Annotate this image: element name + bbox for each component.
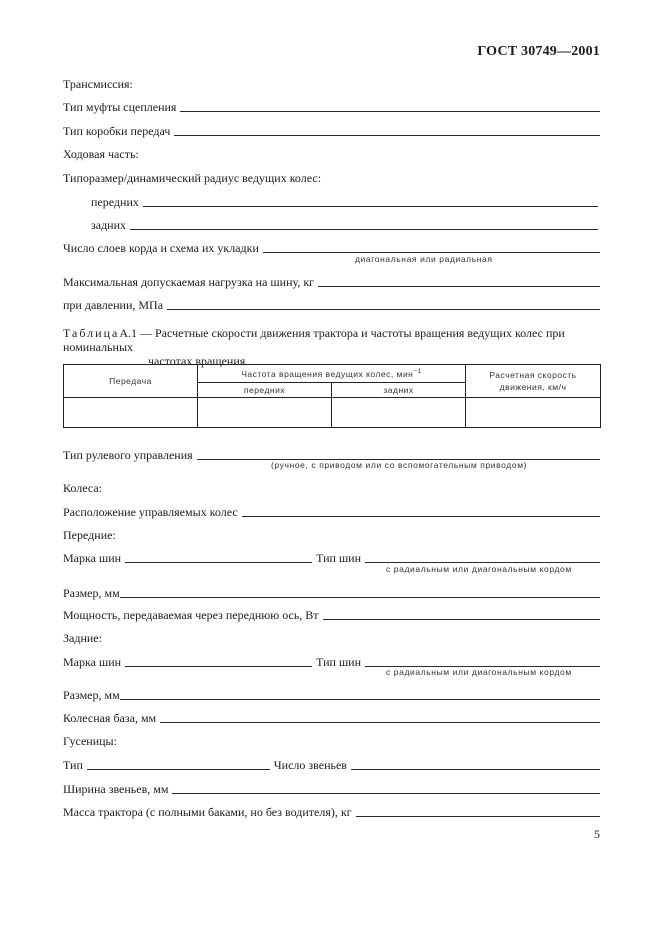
table-caption [63, 326, 608, 368]
table-caption-number: А.1 [119, 326, 137, 340]
transmission-heading: Трансмиссия: [63, 77, 133, 91]
table-caption-text: — Расчетные скорости движения трактора и частоты вращения ведущих колес при номинальных [63, 326, 565, 354]
rear-tire-type-field[interactable] [365, 654, 600, 667]
table-caption-continuation: частотах вращения [148, 354, 246, 368]
front-size-label: Размер, мм [63, 586, 120, 600]
front-tire-row [63, 549, 600, 565]
tracks-heading: Гусеницы: [63, 734, 117, 748]
rear-size-row [63, 686, 600, 702]
pressure-label: при давлении, МПа [63, 298, 164, 312]
steered-wheels-label: Расположение управляемых колес [63, 505, 238, 519]
cord-layers-field[interactable] [263, 240, 600, 253]
track-type-label: Тип [63, 758, 83, 772]
max-load-field[interactable] [318, 274, 600, 287]
track-type-field[interactable] [87, 757, 270, 770]
running-gear-heading: Ходовая часть: [63, 147, 139, 161]
track-type-row [63, 756, 600, 772]
tractor-mass-row [63, 803, 600, 819]
front-column-header: передних [198, 383, 332, 398]
link-width-field[interactable] [172, 781, 600, 794]
rear-tire-brand-field[interactable] [125, 654, 312, 667]
document-header: ГОСТ 30749—2001 [477, 44, 600, 59]
wheelbase-row [63, 709, 600, 725]
front-tire-type-field[interactable] [365, 550, 600, 563]
wheelbase-label: Колесная база, мм [63, 711, 157, 725]
steering-type-label: Тип рулевого управления [63, 448, 193, 462]
front-axle-power-row [63, 606, 600, 622]
links-count-field[interactable] [351, 757, 600, 770]
gear-column-header: Передача [64, 365, 198, 398]
max-load-label: Максимальная допускаемая нагрузка на шину, кг [63, 275, 315, 289]
table-caption-prefix: Таблица [63, 326, 120, 340]
table-cell-rear[interactable] [332, 398, 466, 428]
rotation-speed-header [198, 365, 466, 383]
pressure-field[interactable] [167, 297, 600, 310]
steering-type-field[interactable] [197, 447, 600, 460]
rotation-speed-header-text: Частота вращения ведущих колес, мин [241, 368, 414, 379]
table-cell-gear[interactable] [64, 398, 198, 428]
front-tires-heading: Передние: [63, 528, 116, 542]
clutch-type-row [63, 98, 600, 114]
steering-type-hint: (ручное, с приводом или со вспомогательным приводом) [271, 460, 528, 470]
front-tire-type-hint: с радиальным или диагональным кордом [386, 564, 572, 574]
table-cell-velocity[interactable] [466, 398, 601, 428]
rear-tire-type-label: Тип шин [316, 655, 362, 669]
steered-wheels-row [63, 503, 600, 519]
clutch-type-label: Тип муфты сцепления [63, 100, 177, 114]
gearbox-type-row [63, 122, 600, 138]
clutch-type-field[interactable] [180, 99, 600, 112]
front-size-field[interactable] [120, 585, 600, 598]
table-cell-front[interactable] [198, 398, 332, 428]
cord-layers-label: Число слоев корда и схема их укладки [63, 241, 259, 255]
rear-tire-type-hint: с радиальным или диагональным кордом [386, 667, 572, 677]
cord-layers-row [63, 239, 600, 255]
link-width-row [63, 780, 600, 796]
front-tire-type-label: Тип шин [316, 551, 362, 565]
rotation-speed-header-sup: −1 [413, 368, 422, 376]
velocity-column-header: Расчетная скорость движения, км/ч [466, 365, 601, 398]
wheels-heading: Колеса: [63, 481, 102, 495]
rear-wheels-row [91, 216, 598, 232]
rear-tires-heading: Задние: [63, 631, 102, 645]
gearbox-type-label: Тип коробки передач [63, 124, 171, 138]
max-load-row [63, 273, 600, 289]
rear-size-label: Размер, мм [63, 688, 120, 702]
steered-wheels-field[interactable] [242, 504, 600, 517]
cord-layers-hint: диагональная или радиальная [355, 254, 493, 264]
links-count-label: Число звеньев [273, 758, 347, 772]
rear-size-field[interactable] [120, 687, 600, 700]
front-axle-power-label: Мощность, передаваемая через переднюю ось, Вт [63, 608, 319, 622]
rear-tire-brand-label: Марка шин [63, 655, 122, 669]
front-size-row [63, 584, 600, 600]
wheel-size-heading: Типоразмер/динамический радиус ведущих колес: [63, 171, 322, 185]
speed-table [63, 364, 601, 428]
rear-column-header: задних [332, 383, 466, 398]
page-number: 5 [594, 827, 600, 841]
tractor-mass-field[interactable] [356, 804, 600, 817]
wheelbase-field[interactable] [160, 710, 600, 723]
tractor-mass-label: Масса трактора (с полными баками, но без водителя), кг [63, 805, 352, 819]
front-tire-brand-label: Марка шин [63, 551, 122, 565]
front-wheels-field[interactable] [143, 194, 598, 207]
pressure-row [63, 296, 600, 312]
front-wheels-row [91, 193, 598, 209]
gearbox-type-field[interactable] [174, 123, 600, 136]
rear-wheels-field[interactable] [130, 217, 598, 230]
front-tire-brand-field[interactable] [125, 550, 312, 563]
rear-wheels-label: задних [91, 218, 127, 232]
front-wheels-label: передних [91, 195, 139, 209]
link-width-label: Ширина звеньев, мм [63, 782, 169, 796]
front-axle-power-field[interactable] [323, 607, 600, 620]
